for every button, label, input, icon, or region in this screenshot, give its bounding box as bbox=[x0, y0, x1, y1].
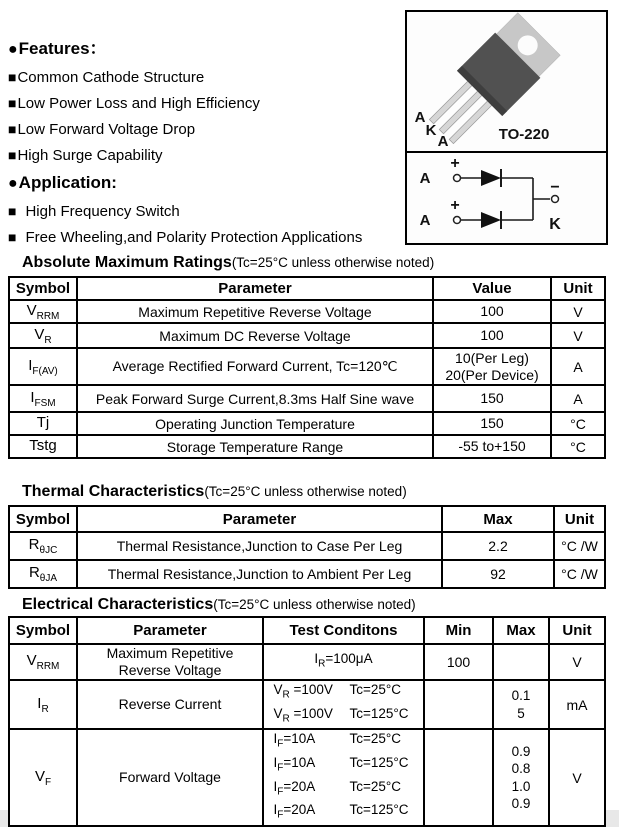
anode-label: A bbox=[419, 212, 431, 229]
col-header-value: Value bbox=[433, 277, 551, 300]
pin-label-anode: A bbox=[414, 109, 426, 126]
parameter-cell bbox=[77, 729, 263, 826]
symbol-sub: θJA bbox=[39, 573, 58, 584]
value-line: 10(Per Leg) bbox=[455, 349, 529, 366]
table-row bbox=[9, 560, 605, 588]
section-title-condition: (Tc=25°C unless otherwise noted) bbox=[231, 255, 435, 270]
symbol-sub: R bbox=[41, 703, 49, 715]
unit-cell: A bbox=[551, 348, 605, 385]
table-header bbox=[9, 506, 605, 532]
condition-line bbox=[267, 730, 420, 754]
unit-cell: mA bbox=[549, 680, 605, 729]
col-header-parameter: Parameter bbox=[77, 617, 263, 644]
unit-cell: °C bbox=[551, 435, 605, 458]
cond-sub: R bbox=[282, 689, 290, 701]
table-row bbox=[9, 300, 605, 323]
col-header-symbol: Symbol bbox=[9, 506, 77, 532]
table-row bbox=[9, 323, 605, 348]
common-cathode-circuit bbox=[407, 153, 606, 242]
symbol-cell bbox=[9, 348, 77, 385]
symbol-cell bbox=[9, 300, 77, 323]
unit-cell: A bbox=[551, 385, 605, 412]
parameter-cell: Average Rectified Forward Current, Tc=120℃ bbox=[77, 348, 433, 385]
table-row bbox=[9, 435, 605, 458]
parameter-cell bbox=[77, 680, 263, 729]
application-text: High Frequency Switch bbox=[25, 203, 180, 220]
package-name-label: TO-220 bbox=[498, 126, 550, 143]
condition-line bbox=[267, 778, 420, 802]
diode-symbol bbox=[481, 212, 501, 228]
pin-label-cathode: K bbox=[425, 122, 437, 139]
features-section bbox=[8, 34, 400, 250]
symbol-base: Tj bbox=[36, 413, 50, 431]
max-line: 5 bbox=[517, 705, 525, 721]
col-header-min: Min bbox=[424, 617, 493, 644]
condition-line bbox=[267, 801, 420, 825]
feature-item bbox=[8, 142, 400, 168]
circle-bullet-icon: ● bbox=[8, 41, 18, 58]
value-line: 20(Per Device) bbox=[445, 366, 539, 383]
unit-cell: °C bbox=[551, 412, 605, 435]
cond-val: =10A bbox=[283, 731, 316, 747]
cond-val: =20A bbox=[283, 802, 316, 818]
max-cell bbox=[493, 644, 549, 680]
feature-item bbox=[8, 116, 400, 142]
symbol-base: R bbox=[28, 564, 40, 581]
parameter-line: Maximum Repetitive bbox=[106, 645, 234, 661]
parameter-cell: Thermal Resistance,Junction to Case Per Leg bbox=[77, 532, 442, 560]
symbol-cell bbox=[9, 385, 77, 412]
col-header-parameter: Parameter bbox=[77, 277, 433, 300]
feature-item bbox=[8, 64, 400, 90]
section-title-condition: (Tc=25°C unless otherwise noted) bbox=[213, 597, 416, 612]
col-header-unit: Unit bbox=[554, 506, 605, 532]
max-cell: 92 bbox=[442, 560, 554, 588]
abs-max-table bbox=[8, 276, 606, 459]
value-cell bbox=[433, 412, 551, 435]
parameter-line: Reverse Voltage bbox=[118, 662, 222, 678]
anode-terminal bbox=[454, 175, 461, 182]
max-line: 1.0 bbox=[511, 778, 531, 794]
electrical-table bbox=[8, 616, 606, 827]
cond-temp: Tc=25°C bbox=[349, 682, 402, 697]
col-header-max: Max bbox=[493, 617, 549, 644]
square-bullet-icon: ■ bbox=[8, 147, 17, 163]
unit-cell: V bbox=[551, 300, 605, 323]
cond-sub: F bbox=[277, 762, 284, 774]
cond-sym: V bbox=[273, 705, 283, 721]
symbol-base: V bbox=[34, 325, 45, 343]
test-conditions-cell bbox=[263, 680, 424, 729]
value-cell bbox=[433, 300, 551, 323]
feature-text: Low Forward Voltage Drop bbox=[17, 121, 196, 138]
parameter-line: Reverse Current bbox=[118, 696, 222, 713]
symbol-base: Tstg bbox=[29, 436, 57, 454]
symbol-cell bbox=[9, 680, 77, 729]
condition-line bbox=[267, 681, 420, 705]
min-cell bbox=[424, 680, 493, 729]
cond-val: =20A bbox=[283, 778, 316, 794]
parameter-cell: Storage Temperature Range bbox=[77, 435, 433, 458]
parameter-cell bbox=[77, 644, 263, 680]
application-item bbox=[8, 198, 400, 224]
cond-sub: R bbox=[318, 658, 326, 670]
cond-temp: Tc=125°C bbox=[349, 705, 409, 721]
cond-sym: I bbox=[273, 802, 278, 818]
col-header-max: Max bbox=[442, 506, 554, 532]
cond-val: =100V bbox=[289, 682, 333, 697]
max-cell: 2.2 bbox=[442, 532, 554, 560]
application-heading bbox=[8, 168, 400, 198]
test-conditions-cell bbox=[263, 729, 424, 826]
circuit-diagram-panel bbox=[407, 153, 606, 243]
section-title-text: Electrical Characteristics bbox=[22, 596, 214, 613]
anode-terminal bbox=[454, 217, 461, 224]
symbol-sub: F bbox=[44, 776, 52, 788]
cond-sym: I bbox=[273, 731, 278, 747]
col-header-symbol: Symbol bbox=[9, 277, 77, 300]
table-header bbox=[9, 277, 605, 300]
min-cell: 100 bbox=[424, 644, 493, 680]
feature-text: Low Power Loss and High Efficiency bbox=[17, 95, 260, 112]
application-text: Free Wheeling,and Polarity Protection Applications bbox=[25, 229, 363, 246]
diode-symbol bbox=[481, 170, 501, 186]
cond-val: =10A bbox=[283, 755, 316, 771]
symbol-base: I bbox=[28, 356, 33, 374]
max-line: 0.1 bbox=[511, 688, 531, 704]
thermal-table bbox=[8, 505, 606, 589]
feature-text: Common Cathode Structure bbox=[17, 69, 205, 86]
cond-temp: Tc=125°C bbox=[349, 802, 409, 818]
col-header-test-conditions: Test Conditons bbox=[263, 617, 424, 644]
symbol-base: I bbox=[30, 388, 35, 406]
section-title-condition: (Tc=25°C unless otherwise noted) bbox=[204, 484, 407, 499]
cond-val: =100V bbox=[289, 705, 333, 721]
parameter-cell: Peak Forward Surge Current,8.3ms Half Sine wave bbox=[77, 385, 433, 412]
symbol-sub: R bbox=[44, 334, 52, 346]
value-line: 100 bbox=[480, 303, 504, 319]
condition-line bbox=[267, 754, 420, 778]
square-bullet-icon: ■ bbox=[8, 69, 17, 85]
plus-sign: + bbox=[450, 155, 460, 172]
cond-sym: V bbox=[273, 682, 283, 697]
symbol-base: R bbox=[28, 536, 40, 553]
feature-text: High Surge Capability bbox=[17, 147, 163, 164]
col-header-parameter: Parameter bbox=[77, 506, 442, 532]
cathode-label: K bbox=[549, 216, 561, 233]
application-item bbox=[8, 224, 400, 250]
symbol-sub: RRM bbox=[36, 661, 60, 672]
max-line: 0.9 bbox=[511, 743, 531, 759]
cond-sym: I bbox=[273, 755, 278, 771]
parameter-cell: Maximum Repetitive Reverse Voltage bbox=[77, 300, 433, 323]
max-cell bbox=[493, 680, 549, 729]
minus-sign: − bbox=[550, 179, 560, 196]
unit-cell: °C /W bbox=[554, 560, 605, 588]
unit-cell: V bbox=[549, 729, 605, 826]
circle-bullet-icon: ● bbox=[8, 175, 18, 192]
application-title-text: Application: bbox=[18, 173, 117, 192]
test-conditions-cell bbox=[263, 644, 424, 680]
col-header-symbol: Symbol bbox=[9, 617, 77, 644]
max-cell bbox=[493, 729, 549, 826]
cond-temp: Tc=25°C bbox=[349, 778, 402, 794]
plus-sign: + bbox=[450, 197, 460, 214]
symbol-cell bbox=[9, 532, 77, 560]
symbol-base: V bbox=[26, 652, 37, 669]
table-row bbox=[9, 385, 605, 412]
illustration-box bbox=[405, 10, 608, 245]
condition-line bbox=[267, 650, 420, 674]
section-title-text: Thermal Characteristics bbox=[22, 483, 205, 500]
cathode-terminal bbox=[552, 196, 559, 203]
cond-sym: I bbox=[273, 778, 278, 794]
abs-max-section-title bbox=[22, 254, 434, 272]
section-title-text: Absolute Maximum Ratings bbox=[22, 254, 232, 271]
symbol-sub: FSM bbox=[34, 397, 56, 409]
parameter-cell: Maximum DC Reverse Voltage bbox=[77, 323, 433, 348]
features-title-text: Features： bbox=[18, 39, 107, 58]
cond-temp: Tc=25°C bbox=[349, 731, 402, 747]
symbol-cell bbox=[9, 435, 77, 458]
max-line: 0.8 bbox=[511, 761, 531, 777]
cond-sub: F bbox=[277, 786, 284, 798]
table-row bbox=[9, 680, 605, 729]
square-bullet-icon: ■ bbox=[8, 121, 17, 137]
symbol-sub: RRM bbox=[36, 310, 60, 322]
symbol-cell bbox=[9, 729, 77, 826]
max-line: 0.9 bbox=[511, 796, 531, 812]
symbol-cell bbox=[9, 644, 77, 680]
symbol-cell bbox=[9, 412, 77, 435]
symbol-base: I bbox=[37, 694, 42, 712]
cond-temp: Tc=125°C bbox=[349, 755, 409, 771]
value-cell bbox=[433, 348, 551, 385]
to220-package-drawing bbox=[407, 12, 606, 149]
symbol-cell bbox=[9, 323, 77, 348]
symbol-base: V bbox=[26, 301, 37, 319]
symbol-cell bbox=[9, 560, 77, 588]
symbol-base: V bbox=[34, 767, 45, 785]
header-row bbox=[9, 506, 605, 532]
electrical-section-title bbox=[22, 596, 416, 614]
value-line: 100 bbox=[480, 327, 504, 343]
table-row bbox=[9, 532, 605, 560]
square-bullet-icon: ■ bbox=[8, 229, 17, 245]
value-line: 150 bbox=[480, 415, 504, 431]
cond-sub: F bbox=[277, 810, 284, 822]
features-heading bbox=[8, 34, 400, 64]
parameter-line: Forward Voltage bbox=[119, 769, 221, 786]
cond-sub: F bbox=[277, 739, 284, 751]
table-row bbox=[9, 644, 605, 680]
value-line: -55 to+150 bbox=[458, 438, 526, 454]
cond-val: =100μA bbox=[325, 651, 373, 667]
unit-cell: °C /W bbox=[554, 532, 605, 560]
square-bullet-icon: ■ bbox=[8, 203, 17, 219]
header-row bbox=[9, 617, 605, 644]
unit-cell: V bbox=[551, 323, 605, 348]
parameter-cell: Operating Junction Temperature bbox=[77, 412, 433, 435]
min-cell bbox=[424, 729, 493, 826]
symbol-sub: F(AV) bbox=[32, 365, 58, 377]
table-header bbox=[9, 617, 605, 644]
value-cell bbox=[433, 323, 551, 348]
anode-label: A bbox=[419, 170, 431, 187]
cond-sym: I bbox=[314, 651, 319, 667]
table-row bbox=[9, 348, 605, 385]
value-cell bbox=[433, 435, 551, 458]
feature-item bbox=[8, 90, 400, 116]
col-header-unit: Unit bbox=[551, 277, 605, 300]
value-line: 150 bbox=[480, 390, 504, 406]
cond-sub: R bbox=[282, 713, 290, 725]
thermal-section-title bbox=[22, 483, 407, 501]
unit-cell: V bbox=[549, 644, 605, 680]
package-diagram-panel bbox=[407, 12, 606, 153]
table-row bbox=[9, 729, 605, 826]
value-cell bbox=[433, 385, 551, 412]
square-bullet-icon: ■ bbox=[8, 95, 17, 111]
col-header-unit: Unit bbox=[549, 617, 605, 644]
condition-line bbox=[267, 705, 420, 729]
pin-label-anode: A bbox=[437, 133, 449, 150]
table-row bbox=[9, 412, 605, 435]
symbol-sub: θJC bbox=[39, 545, 58, 556]
parameter-cell: Thermal Resistance,Junction to Ambient Per Leg bbox=[77, 560, 442, 588]
header-row bbox=[9, 277, 605, 300]
